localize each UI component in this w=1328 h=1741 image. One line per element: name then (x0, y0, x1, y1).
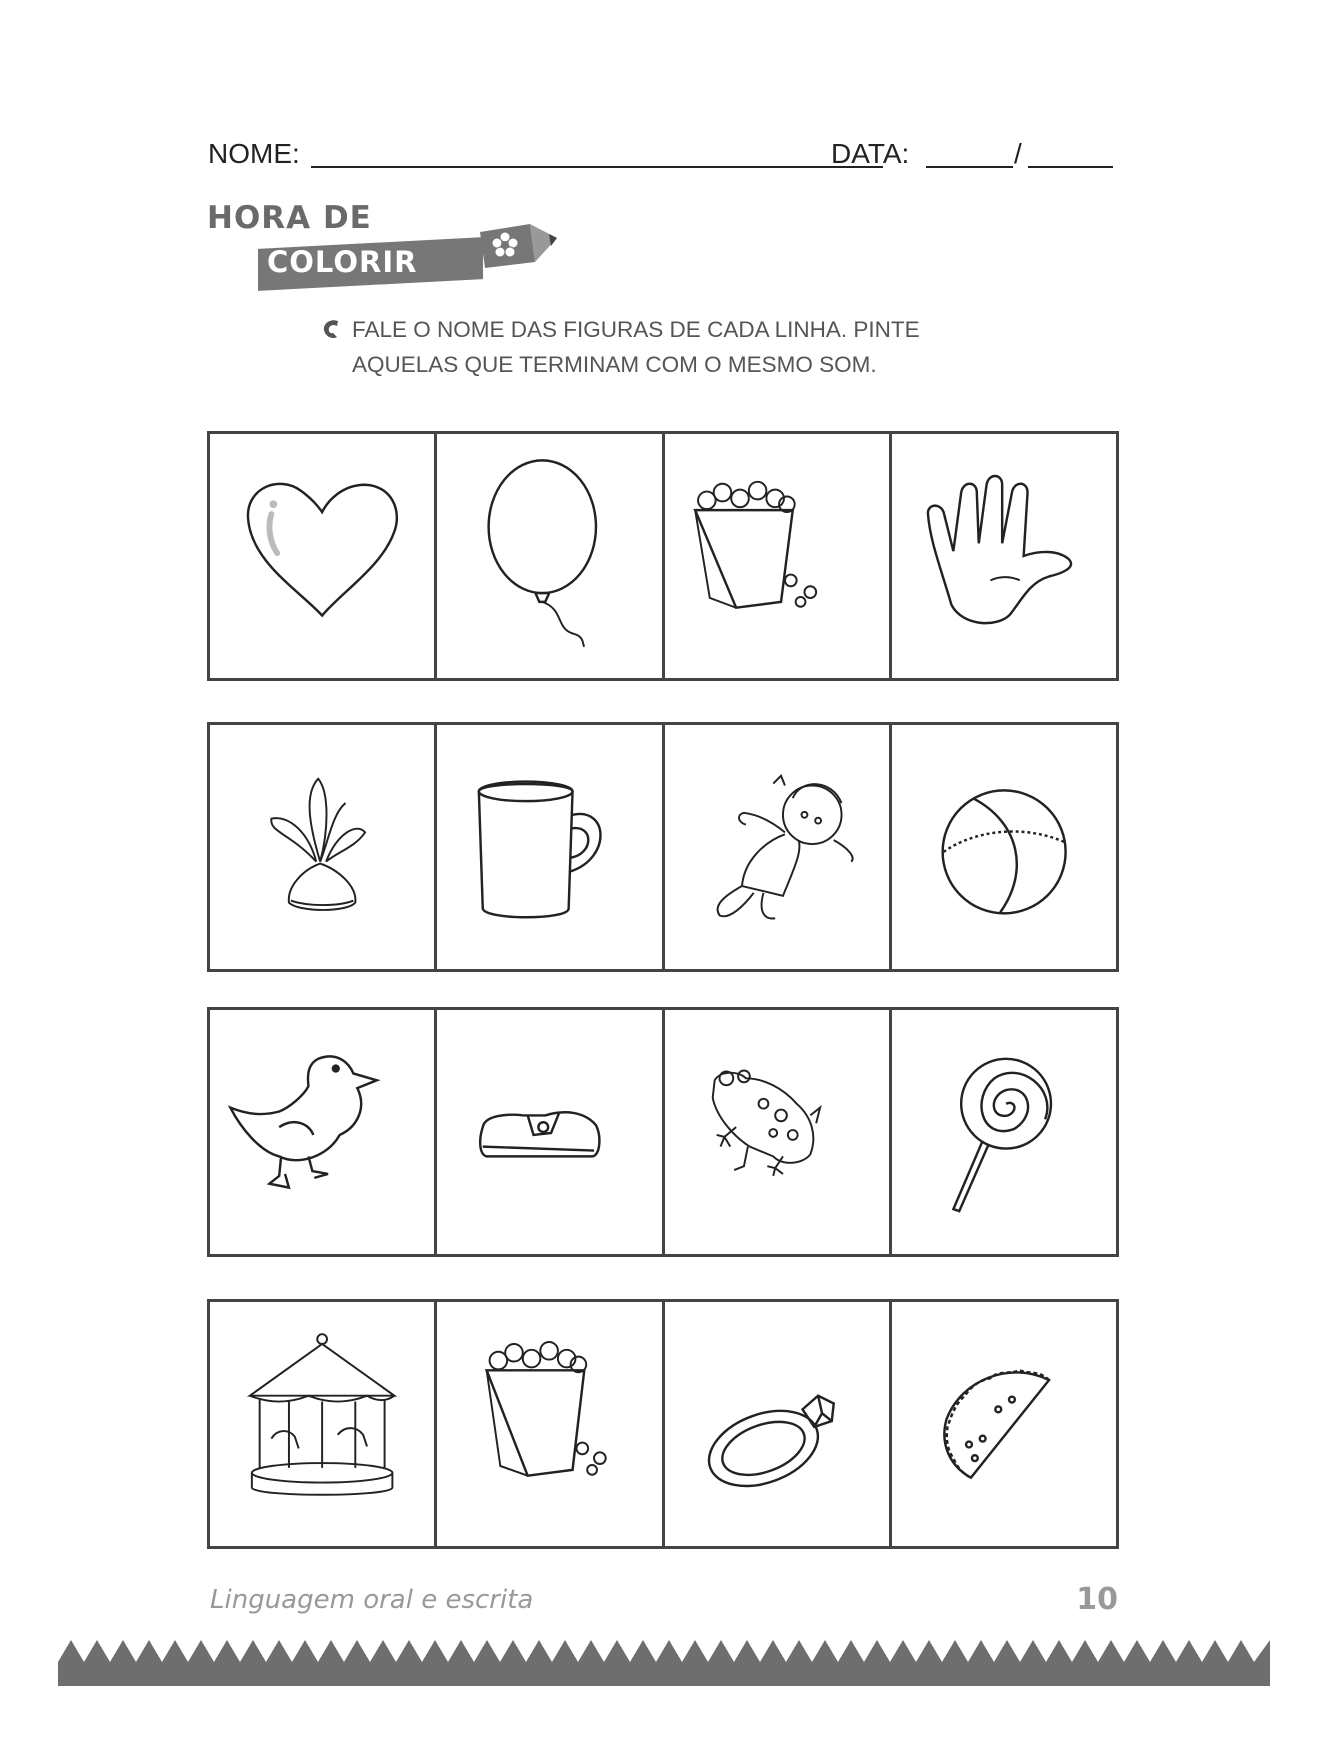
picture-cell[interactable] (892, 1010, 1116, 1254)
zigzag-border (58, 1640, 1270, 1686)
popcorn-icon (437, 1302, 661, 1546)
picture-cell[interactable] (892, 1302, 1116, 1546)
picture-cell[interactable] (210, 1302, 437, 1546)
logo-line2: COLORIR (267, 245, 418, 279)
picture-cell[interactable] (437, 434, 664, 678)
duck-icon (210, 1010, 434, 1254)
picture-cell[interactable] (437, 725, 664, 969)
picture-cell[interactable] (892, 434, 1116, 678)
picture-row-2 (207, 722, 1119, 972)
picture-row-3 (207, 1007, 1119, 1257)
lollipop-icon (892, 1010, 1116, 1254)
picture-cell[interactable] (437, 1010, 664, 1254)
shoe-icon (437, 1010, 661, 1254)
picture-cell[interactable] (665, 725, 892, 969)
date-day-field[interactable] (926, 166, 1013, 168)
heart-icon (210, 434, 434, 678)
picture-row-4 (207, 1299, 1119, 1549)
page-number: 10 (1076, 1582, 1118, 1617)
picture-cell[interactable] (665, 1302, 892, 1546)
logo-line1: HORA DE (207, 200, 372, 236)
pencil-icon (475, 214, 565, 274)
instruction-line1: FALE O NOME DAS FIGURAS DE CADA LINHA. PINTE (352, 317, 920, 342)
carousel-icon (210, 1302, 434, 1546)
date-month-field[interactable] (1028, 166, 1113, 168)
picture-cell[interactable] (892, 725, 1116, 969)
activity-logo (205, 200, 565, 290)
balloon-icon (437, 434, 661, 678)
hand-icon (892, 434, 1116, 678)
picture-cell[interactable] (665, 1010, 892, 1254)
name-field[interactable] (311, 166, 883, 168)
picture-row-1 (207, 431, 1119, 681)
instruction-line2: AQUELAS QUE TERMINAM COM O MESMO SOM. (352, 352, 877, 377)
header-row (208, 138, 1118, 178)
footer-subject: Linguagem oral e escrita (210, 1585, 534, 1615)
frog-icon (665, 1010, 889, 1254)
ball-icon (892, 725, 1116, 969)
picture-cell[interactable] (437, 1302, 664, 1546)
picture-cell[interactable] (665, 434, 892, 678)
picture-cell[interactable] (210, 1010, 437, 1254)
doll-icon (665, 725, 889, 969)
ring-icon (665, 1302, 889, 1546)
picture-cell[interactable] (210, 725, 437, 969)
name-label: NOME: (208, 138, 300, 169)
picture-cell[interactable] (210, 434, 437, 678)
pastry-icon (892, 1302, 1116, 1546)
radish-icon (210, 725, 434, 969)
mug-icon (437, 725, 661, 969)
date-separator: / (1014, 138, 1022, 169)
popcorn-icon (665, 434, 889, 678)
date-label: DATA: (831, 138, 910, 169)
instruction (352, 312, 1052, 382)
ear-icon (322, 318, 344, 340)
